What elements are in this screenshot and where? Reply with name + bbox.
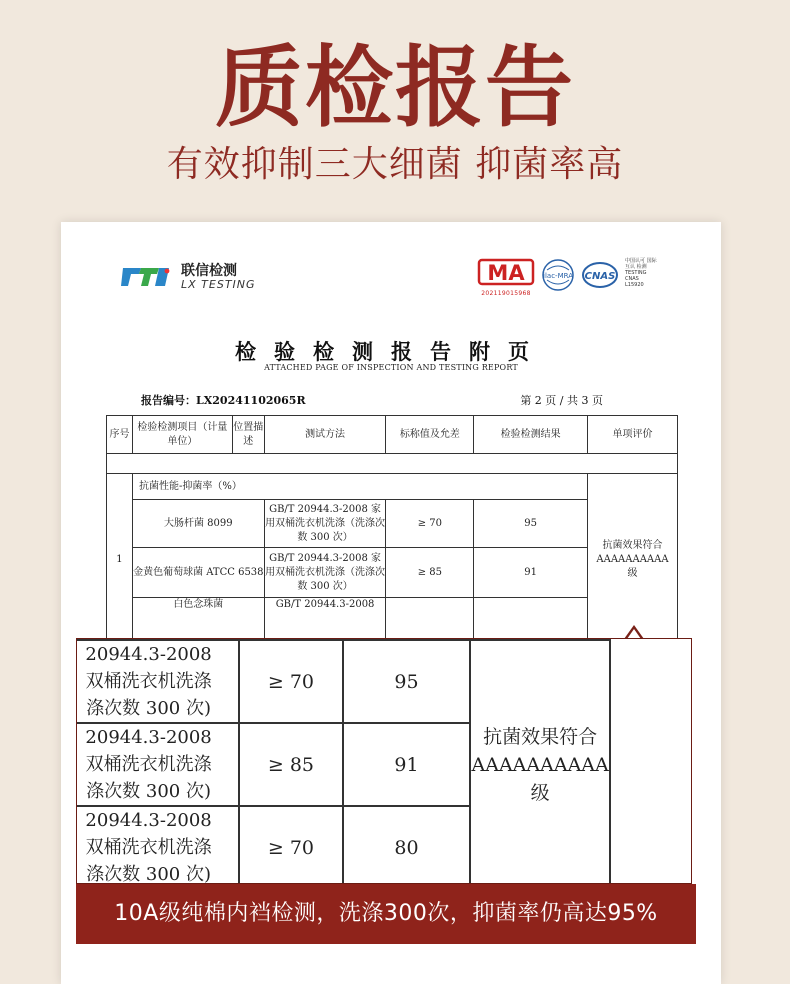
group-number: 1 (107, 474, 133, 646)
zoom-result: 91 (343, 723, 471, 806)
logo-en-text: LX TESTING (181, 278, 256, 291)
zoom-row (76, 640, 610, 723)
zoom-method-line: 涤次数 300 次) (86, 781, 211, 802)
zoom-standard: ≥ 85 (239, 723, 342, 806)
header-evaluation: 单项评价 (587, 416, 677, 454)
header-standard: 标称值及允差 (386, 416, 474, 454)
zoom-evaluation-line: 级 (530, 781, 550, 804)
cnas-icon (581, 258, 619, 292)
table-group-row (107, 474, 678, 500)
zoom-method-line: 双桶洗衣机洗涤 (85, 754, 212, 775)
zoom-result: 80 (343, 806, 471, 884)
header-position: 位置描述 (232, 416, 264, 454)
zoom-standard: ≥ 70 (239, 806, 342, 884)
page-title: 质检报告 (214, 36, 575, 139)
lx-logo-icon (119, 262, 175, 292)
zoom-method-line: 20944.3-2008 (85, 810, 212, 831)
row-standard: ≥ 85 (386, 548, 474, 598)
zoom-result: 95 (343, 640, 471, 723)
row-method: GB/T 20944.3-2008 (264, 598, 386, 646)
header-seq: 序号 (107, 416, 133, 454)
ilac-mra-icon (541, 258, 575, 292)
cma-number: 202119015968 (481, 290, 531, 297)
zoom-method-line: 20944.3-2008 (85, 644, 212, 665)
group-title: 抗菌性能-抑菌率（%） (132, 474, 587, 500)
group-evaluation: 抗菌效果符合AAAAAAAAAA级 (587, 474, 677, 646)
logo-cn-text: 联信检测 (181, 263, 237, 279)
document-title: 检验检测报告附页 (235, 339, 547, 364)
page-number: 第 2 页 / 共 3 页 (520, 394, 603, 407)
zoom-method-line: 双桶洗衣机洗涤 (85, 837, 212, 858)
row-standard: ≥ 70 (386, 500, 474, 548)
cma-mark (477, 258, 535, 297)
certification-logos (477, 258, 659, 297)
zoom-method-line: 20944.3-2008 (85, 727, 212, 748)
lx-testing-logo (119, 262, 256, 292)
row-item: 大肠杆菌 8099 (132, 500, 264, 548)
document-subtitle: ATTACHED PAGE OF INSPECTION AND TESTING REPORT (264, 363, 518, 372)
header-item: 检验检测项目（计量单位） (132, 416, 232, 454)
row-item: 白色念珠菌 (132, 598, 264, 646)
ilac-mra-label: ilac-MRA (543, 272, 573, 280)
zoom-evaluation-line: AAAAAAAAAA (471, 753, 609, 776)
row-method: GB/T 20944.3-2008 家用双桶洗衣机洗涤（洗涤次数 300 次） (264, 500, 386, 548)
zoom-method (76, 723, 239, 806)
zoom-method-line: 涤次数 300 次) (86, 864, 211, 884)
row-result: 95 (474, 500, 588, 548)
zoom-evaluation (470, 640, 610, 884)
svg-text:MA: MA (487, 261, 525, 285)
cma-icon (477, 258, 535, 286)
cnas-text: 中国认可 国际互认 检测 TESTING CNAS L15920 (625, 258, 657, 288)
table-header-row (107, 416, 678, 454)
row-method: GB/T 20944.3-2008 家用双桶洗衣机洗涤（洗涤次数 300 次） (264, 548, 386, 598)
zoom-method (76, 640, 239, 723)
page-subtitle: 有效抑制三大细菌 抑菌率高 (166, 144, 624, 185)
header-result: 检验检测结果 (474, 416, 588, 454)
row-item: 金黄色葡萄球菌 ATCC 6538 (132, 548, 264, 598)
row-result: 91 (474, 548, 588, 598)
zoomed-table-detail (76, 638, 692, 884)
inspection-table (106, 415, 678, 646)
zoom-evaluation-line: 抗菌效果符合 (483, 725, 598, 748)
cnas-label: CNAS (584, 271, 616, 282)
zoom-method-line: 涤次数 300 次) (86, 698, 211, 719)
header-method: 测试方法 (264, 416, 386, 454)
table-spacer-row (107, 454, 678, 474)
zoom-standard: ≥ 70 (239, 640, 342, 723)
zoom-method (76, 806, 239, 884)
zoomed-table (76, 639, 611, 884)
report-number: 报告编号：LX20241102065R (141, 394, 306, 407)
zoom-method-line: 双桶洗衣机洗涤 (85, 671, 212, 692)
summary-banner: 10A级纯棉内裆检测，洗涤300次，抑菌率仍高达95% (76, 884, 696, 944)
